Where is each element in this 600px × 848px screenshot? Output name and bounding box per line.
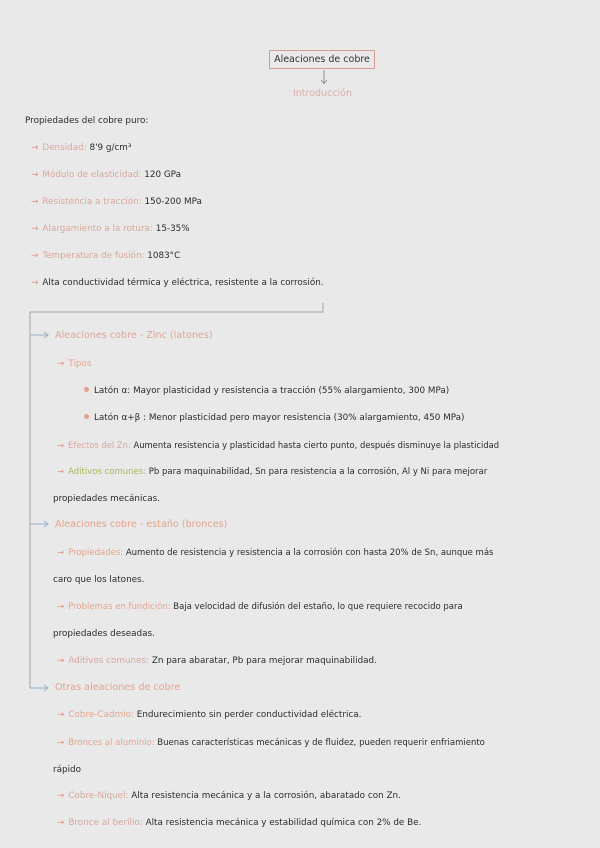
prop-elongation: → Alargamiento a la rotura: 15-35% xyxy=(31,224,190,234)
otras-item-bronces-aluminio-cont: rápido xyxy=(53,765,82,775)
tipos-label: → Tipos xyxy=(57,359,92,369)
section-heading-latones: Aleaciones cobre - Zinc (latones) xyxy=(55,330,213,341)
arrow-icon: → xyxy=(57,818,65,828)
arrow-icon: → xyxy=(57,359,65,369)
arrow-icon: → xyxy=(57,738,65,748)
problemas-fundicion: → Problemas en fundición: Baja velocidad de difusión del estaño, lo que requiere recocido para xyxy=(57,602,463,612)
problemas-fundicion-cont: propiedades deseadas. xyxy=(53,629,155,639)
prop-tensile-strength: → Resistencia a tracción: 150-200 MPa xyxy=(31,197,202,207)
arrow-icon: → xyxy=(31,278,39,288)
otras-item-bronces-aluminio: → Bronces al aluminio: Buenas características mecánicas y de fluidez, pueden requerir enfriamiento xyxy=(57,738,485,748)
arrow-icon: → xyxy=(31,170,39,180)
arrow-icon: → xyxy=(31,143,39,153)
arrow-icon: → xyxy=(57,602,65,612)
arrow-icon: → xyxy=(57,791,65,801)
section-heading-bronces: Aleaciones cobre - estaño (bronces) xyxy=(55,519,228,530)
otras-item-bronce-berilio: → Bronce al berilio: Alta resistencia mecánica y estabilidad química con 2% de Be. xyxy=(57,818,422,828)
propiedades-bronces-cont: caro que los latones. xyxy=(53,575,145,585)
page-title: Aleaciones de cobre xyxy=(269,50,375,69)
bullet-icon xyxy=(84,414,89,419)
prop-melting-point: → Temperatura de fusión: 1083°C xyxy=(31,251,181,261)
laton-alpha-item: Latón α: Mayor plasticidad y resistencia a tracción (55% alargamiento, 300 MPa) xyxy=(84,385,449,397)
prop-note: → Alta conductividad térmica y eléctrica, resistente a la corrosión. xyxy=(31,278,324,288)
otras-item-cobre-niquel: → Cobre-Níquel: Alta resistencia mecánica y a la corrosión, abaratado con Zn. xyxy=(57,791,401,801)
propiedades-bronces: → Propiedades: Aumento de resistencia y resistencia a la corrosión con hasta 20% de Sn, aunque más xyxy=(57,548,494,558)
laton-alpha-beta-item: Latón α+β : Menor plasticidad pero mayor resistencia (30% alargamiento, 450 MPa) xyxy=(84,412,464,424)
arrow-icon: → xyxy=(57,440,65,450)
arrow-icon: → xyxy=(57,467,65,477)
arrow-icon: → xyxy=(57,548,65,558)
aditivos-latones-cont: propiedades mecánicas. xyxy=(53,494,161,504)
bullet-icon xyxy=(84,387,89,392)
prop-density: → Densidad: 8'9 g/cm³ xyxy=(31,143,132,153)
arrow-icon: → xyxy=(57,710,65,720)
props-heading: Propiedades del cobre puro: xyxy=(25,116,149,126)
aditivos-bronces: → Aditivos comunes: Zn para abaratar, Pb para mejorar maquinabilidad. xyxy=(57,656,377,666)
arrow-icon: → xyxy=(31,251,39,261)
page-subtitle: Introducción xyxy=(292,88,353,99)
arrow-icon: → xyxy=(31,197,39,207)
otras-item-cobre-cadmio: → Cobre-Cadmio: Endurecimiento sin perder conductividad eléctrica. xyxy=(57,710,362,720)
section-heading-otras: Otras aleaciones de cobre xyxy=(55,682,181,693)
prop-elastic-modulus: → Módulo de elasticidad: 120 GPa xyxy=(31,170,181,180)
aditivos-latones: → Aditivos comunes: Pb para maquinabilidad, Sn para resistencia a la corrosión, Al y Ni para mejorar xyxy=(57,467,488,477)
arrow-icon: → xyxy=(31,224,39,234)
arrow-icon: → xyxy=(57,656,65,666)
efectos-zn: → Efectos del Zn: Aumenta resistencia y plasticidad hasta cierto punto, después disminuye la plasticidad xyxy=(57,440,500,450)
